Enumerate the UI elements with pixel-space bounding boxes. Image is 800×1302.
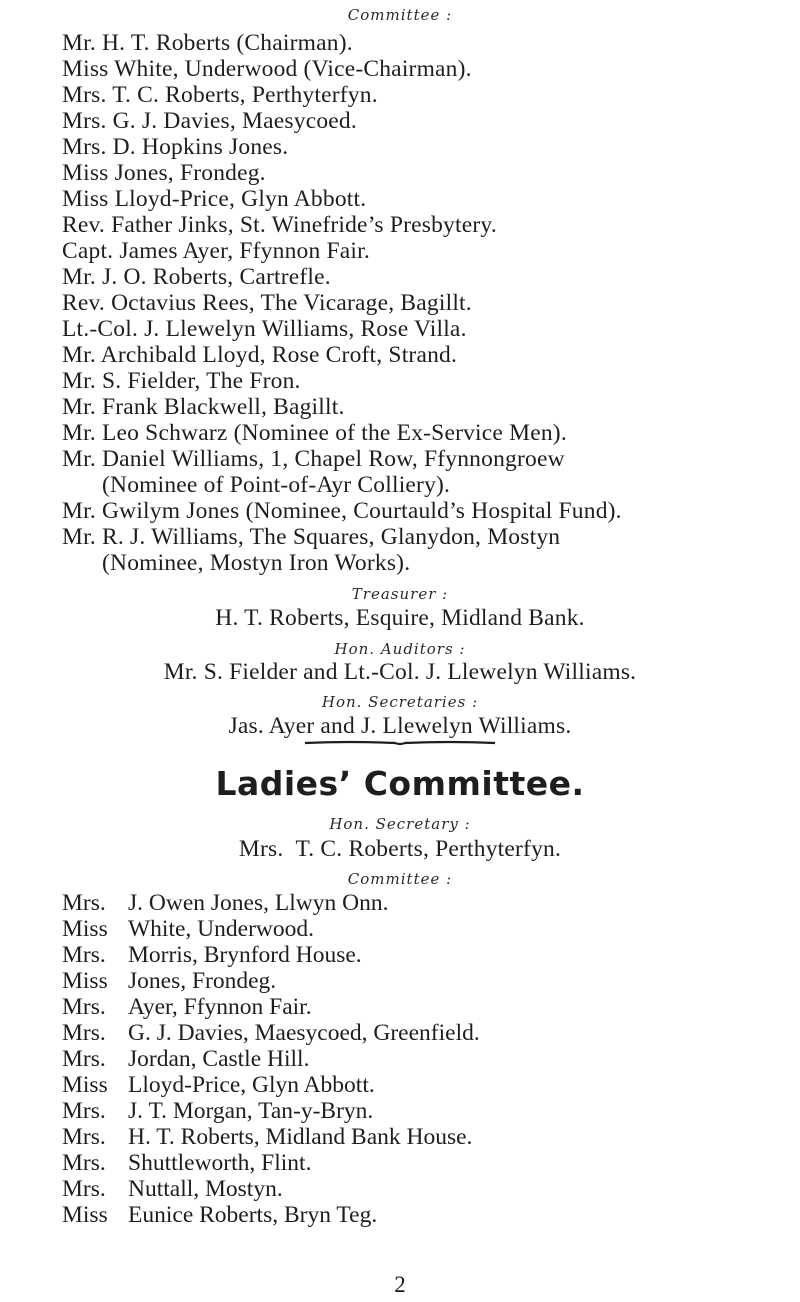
member-title: Miss [62, 916, 108, 942]
member-name: H. T. Roberts, Midland Bank House. [128, 1124, 473, 1150]
committee-member: Mr. J. O. Roberts, Cartrefle. [62, 264, 331, 290]
committee-member: Mr. Daniel Williams, 1, Chapel Row, Ffynnongroew [62, 446, 565, 472]
ladies-secretary-name: T. C. Roberts, Perthyterfyn. [295, 836, 562, 862]
committee-member: Mrs. D. Hopkins Jones. [62, 134, 289, 160]
committee-member: Rev. Octavius Rees, The Vicarage, Bagillt. [62, 290, 472, 316]
member-name: Eunice Roberts, Bryn Teg. [128, 1202, 378, 1228]
member-title: Miss [62, 968, 108, 994]
page-number: 2 [394, 1272, 406, 1297]
member-title: Miss [62, 1072, 108, 1098]
member-name: G. J. Davies, Maesycoed, Greenfield. [128, 1020, 480, 1046]
member-name: Jones, Frondeg. [128, 968, 277, 994]
secretaries-names: Jas. Ayer and J. Llewelyn Williams. [228, 713, 572, 739]
member-name: J. T. Morgan, Tan-y-Bryn. [128, 1098, 374, 1124]
list-item [62, 968, 800, 994]
member-name: White, Underwood. [128, 916, 314, 942]
committee-member-continuation: (Nominee, Mostyn Iron Works). [102, 550, 411, 576]
committee-heading: Committee : [347, 6, 453, 24]
member-title: Mrs. [62, 1124, 106, 1150]
committee-member: Miss Jones, Frondeg. [62, 160, 266, 186]
list-item [62, 1046, 800, 1072]
auditors-heading: Hon. Auditors : [334, 640, 466, 658]
member-title: Mrs. [62, 1150, 106, 1176]
member-name: Shuttleworth, Flint. [128, 1150, 312, 1176]
committee-list [62, 30, 800, 576]
list-item [62, 1150, 800, 1176]
member-title: Mrs. [62, 942, 106, 968]
ladies-committee-list [62, 890, 800, 1228]
treasurer-name: H. T. Roberts, Esquire, Midland Bank. [215, 605, 585, 631]
member-title: Mrs. [62, 1176, 106, 1202]
member-name: Morris, Brynford House. [128, 942, 362, 968]
committee-member: Mr. S. Fielder, The Fron. [62, 368, 301, 394]
member-name: Nuttall, Mostyn. [128, 1176, 283, 1202]
ladies-committee-subheading: Committee : [347, 870, 453, 888]
list-item [62, 1072, 800, 1098]
committee-member: Mrs. G. J. Davies, Maesycoed. [62, 108, 357, 134]
committee-member: Mr. Frank Blackwell, Bagillt. [62, 394, 345, 420]
committee-member: Mr. Gwilym Jones (Nominee, Courtauld’s Hospital Fund). [62, 498, 622, 524]
committee-member: Capt. James Ayer, Ffynnon Fair. [62, 238, 370, 264]
list-item [62, 1098, 800, 1124]
auditors-names: Mr. S. Fielder and Lt.-Col. J. Llewelyn Williams. [163, 659, 637, 685]
member-name: J. Owen Jones, Llwyn Onn. [128, 890, 389, 916]
member-title: Mrs. [62, 1020, 106, 1046]
member-title: Mrs. [62, 890, 106, 916]
committee-member: Mr. Archibald Lloyd, Rose Croft, Strand. [62, 342, 458, 368]
ladies-secretary-row [0, 836, 800, 862]
member-name: Lloyd-Price, Glyn Abbott. [128, 1072, 375, 1098]
committee-member-continuation: (Nominee of Point-of-Ayr Colliery). [102, 472, 451, 498]
member-title: Mrs. [62, 1046, 106, 1072]
member-name: Ayer, Ffynnon Fair. [128, 994, 312, 1020]
member-title: Miss [62, 1202, 108, 1228]
list-item [62, 1124, 800, 1150]
secretaries-heading: Hon. Secretaries : [321, 693, 479, 711]
committee-member: Mrs. T. C. Roberts, Perthyterfyn. [62, 82, 378, 108]
committee-member: Miss White, Underwood (Vice-Chairman). [62, 56, 472, 82]
list-item [62, 916, 800, 942]
list-item [62, 1020, 800, 1046]
list-item [62, 994, 800, 1020]
list-item [62, 890, 800, 916]
member-title: Mrs. [62, 1098, 106, 1124]
committee-member: Rev. Father Jinks, St. Winefride’s Presbytery. [62, 212, 497, 238]
member-name: Jordan, Castle Hill. [128, 1046, 310, 1072]
member-title: Mrs. [62, 994, 106, 1020]
ladies-secretary-title: Mrs. [238, 836, 284, 862]
treasurer-heading: Treasurer : [351, 585, 449, 603]
committee-member: Lt.-Col. J. Llewelyn Williams, Rose Villa. [62, 316, 467, 342]
ladies-committee-heading: Ladies’ Committee. [215, 764, 585, 803]
ladies-secretary-heading: Hon. Secretary : [329, 815, 471, 833]
list-item [62, 1176, 800, 1202]
committee-member: Mr. Leo Schwarz (Nominee of the Ex-Service Men). [62, 420, 567, 446]
list-item [62, 942, 800, 968]
committee-member: Miss Lloyd-Price, Glyn Abbott. [62, 186, 367, 212]
ornamental-rule [300, 740, 500, 746]
committee-member: Mr. H. T. Roberts (Chairman). [62, 30, 353, 56]
list-item [62, 1202, 800, 1228]
committee-member: Mr. R. J. Williams, The Squares, Glanydon, Mostyn [62, 524, 561, 550]
